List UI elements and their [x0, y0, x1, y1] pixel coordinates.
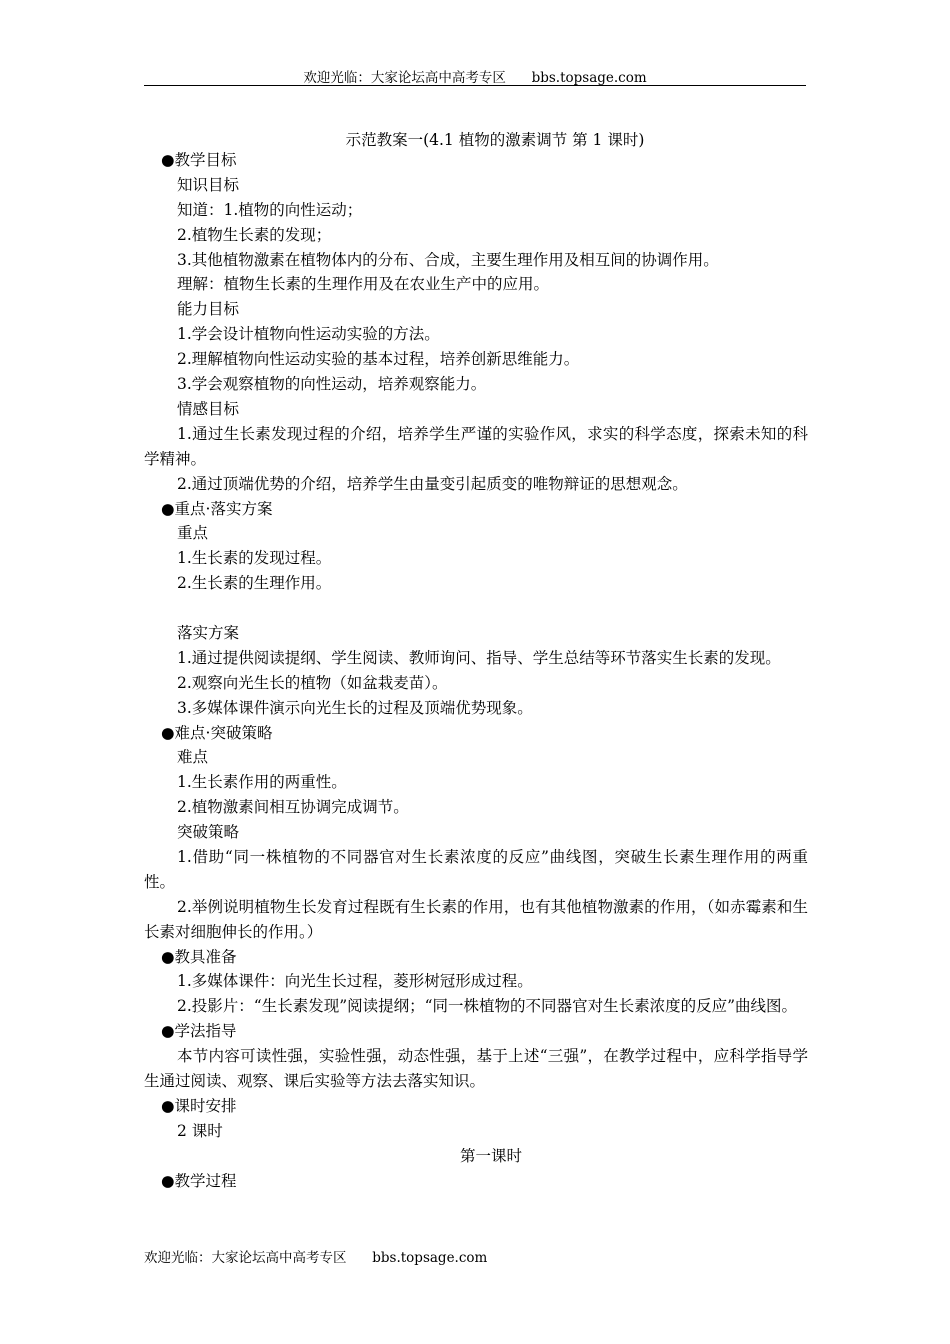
header-divider	[144, 85, 806, 86]
body-line: 重点	[177, 524, 209, 543]
section-heading: ●课时安排	[161, 1096, 237, 1115]
body-line: 难点	[177, 748, 209, 767]
body-line: 1.生长素作用的两重性。	[177, 773, 347, 792]
blank-line	[144, 596, 808, 621]
body-line: 2.理解植物向性运动实验的基本过程，培养创新思维能力。	[177, 350, 580, 369]
document-title: 示范教案一(4.1 植物的激素调节 第 1 课时)	[345, 131, 645, 149]
section-heading: ●教学过程	[161, 1171, 237, 1190]
body-line: 2.通过顶端优势的介绍，培养学生由量变引起质变的唯物辩证的思想观念。	[177, 474, 688, 493]
body-line: 知道：1.植物的向性运动；	[177, 200, 363, 219]
section-heading: ●学法指导	[161, 1022, 237, 1041]
body-line: 1.通过提供阅读提纲、学生阅读、教师询问、指导、学生总结等环节落实生长素的发现。	[177, 648, 781, 667]
body-paragraph: 2.投影片：“生长素发现”阅读提纲；“同一株植物的不同器官对生长素浓度的反应”曲线图。	[177, 997, 797, 1016]
body-line: 情感目标	[177, 399, 240, 418]
body-line: 2.生长素的生理作用。	[177, 574, 332, 593]
body-line: 1.多媒体课件：向光生长过程，菱形树冠形成过程。	[177, 972, 533, 991]
page-header: 欢迎光临：大家论坛高中高考专区 bbs.topsage.com	[303, 70, 647, 86]
body-line: 落实方案	[177, 623, 240, 642]
page-footer: 欢迎光临：大家论坛高中高考专区 bbs.topsage.com	[144, 1250, 488, 1266]
body-line: 能力目标	[177, 300, 240, 319]
body-line: 知识目标	[177, 175, 240, 194]
body-line: 3.学会观察植物的向性运动，培养观察能力。	[177, 375, 487, 394]
body-paragraph: 2.举例说明植物生长发育过程既有生长素的作用，也有其他植物激素的作用，（如赤霉素和生长素对细胞伸长的作用。）	[144, 897, 808, 941]
lesson-subtitle: 第一课时	[459, 1146, 522, 1165]
body-line: 1.生长素的发现过程。	[177, 549, 332, 568]
section-heading: ●难点·突破策略	[161, 723, 273, 742]
body-line: 3.其他植物激素在植物体内的分布、合成，主要生理作用及相互间的协调作用。	[177, 250, 719, 269]
body-paragraph: 本节内容可读性强，实验性强，动态性强，基于上述“三强”，在教学过程中，应科学指导学生通过阅读、观察、课后实验等方法去落实知识。	[144, 1047, 808, 1091]
body-paragraph: 1.借助“同一株植物的不同器官对生长素浓度的反应”曲线图，突破生长素生理作用的两重性。	[144, 847, 808, 891]
section-heading: ●教学目标	[161, 151, 237, 169]
body-line: 3.多媒体课件演示向光生长的过程及顶端优势现象。	[177, 698, 533, 717]
section-heading: ●教具准备	[161, 947, 237, 966]
body-line: 2.植物生长素的发现；	[177, 225, 332, 244]
document-body	[144, 148, 808, 1194]
body-line: 2.植物激素间相互协调完成调节。	[177, 798, 409, 817]
body-line: 1.学会设计植物向性运动实验的方法。	[177, 325, 440, 344]
body-line: 2 课时	[177, 1121, 223, 1140]
body-line: 突破策略	[177, 823, 240, 842]
body-paragraph: 1.通过生长素发现过程的介绍，培养学生严谨的实验作风，求实的科学态度，探索未知的科学精神。	[144, 424, 808, 468]
body-line: 理解：植物生长素的生理作用及在农业生产中的应用。	[177, 275, 550, 294]
section-heading: ●重点·落实方案	[161, 499, 273, 518]
body-line: 2.观察向光生长的植物（如盆栽麦苗）。	[177, 673, 448, 692]
